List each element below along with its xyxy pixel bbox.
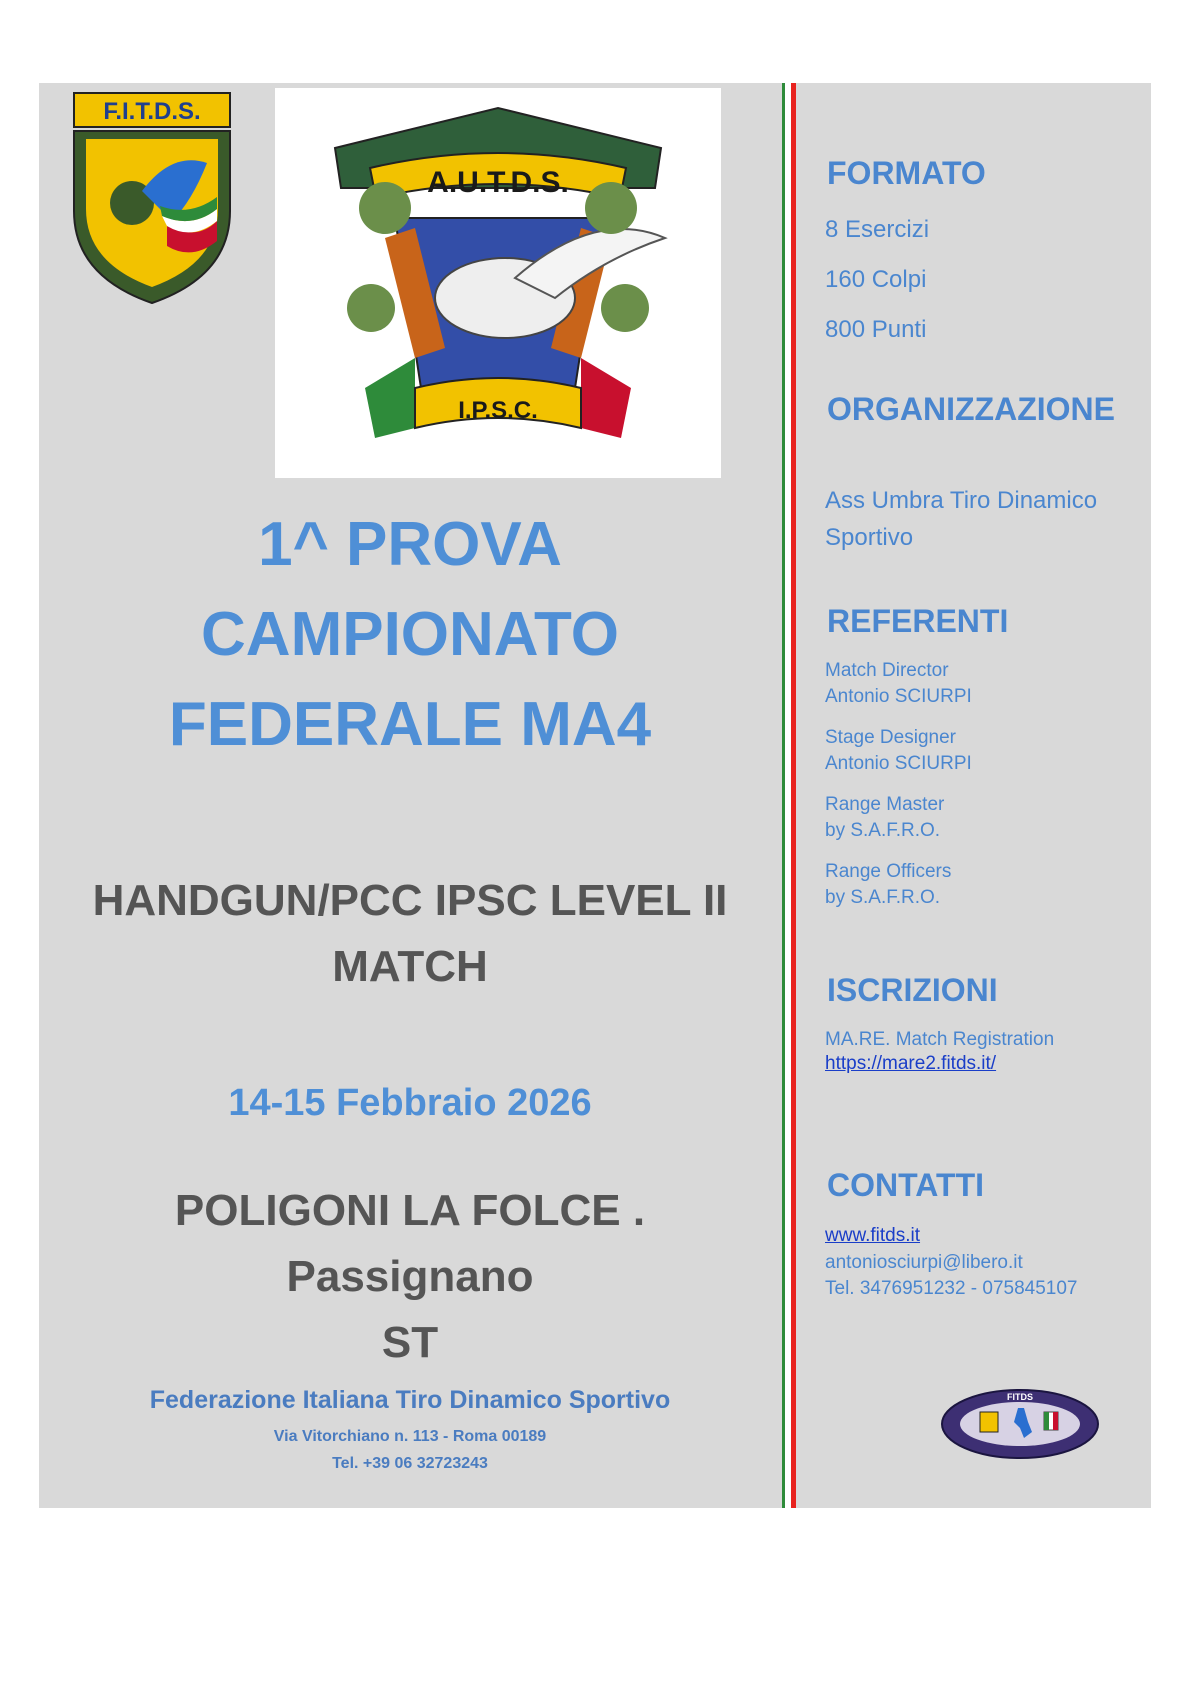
venue-line2: ST — [381, 1318, 439, 1367]
referente-match-director — [825, 658, 972, 710]
contatti-heading: CONTATTI — [827, 1167, 984, 1203]
venue — [50, 1178, 770, 1376]
referente-name: by S.A.F.R.O. — [825, 887, 941, 908]
referente-role: Match Director — [825, 660, 949, 681]
organizzazione-text — [825, 482, 1097, 556]
referente-role: Range Officers — [825, 861, 952, 882]
event-title-line2: CAMPIONATO — [201, 600, 619, 669]
referente-name: by S.A.F.R.O. — [825, 820, 941, 841]
federation-phone: Tel. +39 06 32723243 — [332, 1455, 488, 1472]
event-title-line3: FEDERALE MA4 — [168, 690, 652, 759]
referenti-heading: REFERENTI — [827, 603, 1009, 639]
event-date: 14-15 Febbraio 2026 — [228, 1082, 592, 1124]
contatti-phone: Tel. 3476951232 - 075845107 — [825, 1278, 1078, 1299]
fitds-logo-text: F.I.T.D.S. — [103, 98, 201, 125]
contatti-email: antoniosciurpi@libero.it — [825, 1252, 1023, 1273]
tricolor-stripe-red — [791, 83, 796, 1508]
referente-name: Antonio SCIURPI — [825, 753, 972, 774]
formato-heading: FORMATO — [827, 155, 986, 191]
referente-name: Antonio SCIURPI — [825, 686, 972, 707]
formato-item-punti: 800 Punti — [825, 316, 927, 343]
organizzazione-line2: Sportivo — [825, 524, 914, 551]
autds-ipsc-crest-logo — [275, 88, 721, 478]
seal-top-text: FITDS — [1007, 1392, 1033, 1402]
fitds-shield-logo — [72, 91, 232, 305]
contatti-website-link[interactable]: www.fitds.it — [825, 1225, 921, 1246]
organizzazione-heading: ORGANIZZAZIONE — [827, 391, 1115, 427]
formato-item-colpi: 160 Colpi — [825, 266, 927, 293]
autds-ipsc-text: I.P.S.C. — [458, 397, 538, 424]
autds-banner-text: A.U.T.D.S. — [427, 166, 569, 199]
referente-stage-designer — [825, 725, 972, 777]
iscrizioni-link[interactable]: https://mare2.fitds.it/ — [825, 1053, 997, 1074]
federation-address: Via Vitorchiano n. 113 - Roma 00189 — [273, 1428, 547, 1445]
event-title — [60, 500, 760, 770]
organizzazione-line1: Ass Umbra Tiro Dinamico — [825, 487, 1098, 514]
iscrizioni-text: MA.RE. Match Registration — [825, 1029, 1055, 1050]
event-title-line1: 1^ PROVA — [258, 510, 562, 579]
referente-range-officers — [825, 859, 951, 911]
safro-referee-seal-logo — [940, 1388, 1100, 1460]
referente-range-master — [825, 792, 944, 844]
iscrizioni-heading: ISCRIZIONI — [827, 972, 998, 1008]
match-type-line1: HANDGUN/PCC IPSC LEVEL II — [92, 876, 728, 925]
match-type — [60, 868, 760, 1000]
match-type-line2: MATCH — [332, 942, 488, 991]
formato-item-esercizi: 8 Esercizi — [825, 216, 930, 243]
referente-role: Range Master — [825, 794, 945, 815]
federation-name: Federazione Italiana Tiro Dinamico Sportivo — [149, 1386, 671, 1414]
venue-line1: POLIGONI LA FOLCE . Passignano — [174, 1186, 646, 1301]
referente-role: Stage Designer — [825, 727, 956, 748]
